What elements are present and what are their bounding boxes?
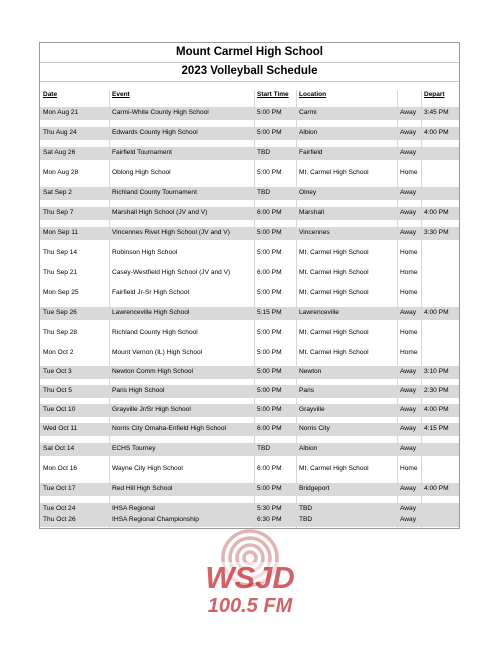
row-event: Casey-Westfield High School (JV and V) <box>112 269 231 276</box>
row-location: Albion <box>299 445 318 452</box>
row-location: Mt. Carmel High School <box>299 249 369 256</box>
row-depart: 4:00 PM <box>424 129 449 136</box>
row-location: Paris <box>299 387 315 394</box>
table-row <box>40 483 459 496</box>
row-date: Thu Oct 5 <box>43 387 72 394</box>
row-event: Newton Comm High School <box>112 368 193 375</box>
table-row <box>40 443 459 456</box>
row-location: Fairfield <box>299 149 323 156</box>
row-start-time: 5:00 PM <box>257 289 282 296</box>
column-header-location: Location <box>299 91 327 98</box>
row-depart: 4:00 PM <box>424 309 449 316</box>
logo-call-sign: WSJD <box>205 560 295 595</box>
title-divider <box>40 62 459 63</box>
row-start-time: TBD <box>257 445 271 452</box>
row-date: Tue Sep 26 <box>43 309 77 316</box>
row-date: Thu Sep 28 <box>43 329 78 336</box>
row-location: Newton <box>299 368 322 375</box>
row-date: Mon Aug 28 <box>43 169 79 176</box>
row-event: Fairfield Jr-Sr High School <box>112 289 189 296</box>
row-date: Mon Oct 16 <box>43 465 78 472</box>
row-date: Thu Sep 21 <box>43 269 78 276</box>
row-event: Robinson High School <box>112 249 178 256</box>
row-location: Lawrenceville <box>299 309 339 316</box>
row-home-away: Away <box>400 387 417 394</box>
column-header-depart: Depart <box>424 91 445 98</box>
column-header-start-time: Start Time <box>257 91 289 98</box>
row-start-time: 6:00 PM <box>257 465 282 472</box>
row-event: Wayne City High School <box>112 465 183 472</box>
row-location: TBD <box>299 516 313 523</box>
row-event: Fairfield Tournament <box>112 149 172 156</box>
row-date: Thu Sep 7 <box>43 209 74 216</box>
row-depart: 4:00 PM <box>424 485 449 492</box>
row-event: IHSA Regional <box>112 505 155 512</box>
row-start-time: 5:00 PM <box>257 329 282 336</box>
row-location: Mt. Carmel High School <box>299 329 369 336</box>
row-date: Thu Aug 24 <box>43 129 77 136</box>
table-row <box>40 127 459 140</box>
row-home-away: Away <box>400 368 417 375</box>
row-home-away: Home <box>400 465 418 472</box>
row-location: Mt. Carmel High School <box>299 289 369 296</box>
row-date: Sat Aug 26 <box>43 149 76 156</box>
row-location: Mt. Carmel High School <box>299 349 369 356</box>
row-event: Marshall High School (JV and V) <box>112 209 208 216</box>
row-home-away: Away <box>400 406 417 413</box>
row-start-time: 6:00 PM <box>257 269 282 276</box>
row-event: Mount Vernon (IL) High School <box>112 349 203 356</box>
row-start-time: 5:00 PM <box>257 109 282 116</box>
row-location: Bridgeport <box>299 485 330 492</box>
row-home-away: Away <box>400 189 417 196</box>
row-location: Albion <box>299 129 318 136</box>
row-start-time: 5:00 PM <box>257 485 282 492</box>
row-event: Richland County Tournament <box>112 189 197 196</box>
row-home-away: Home <box>400 249 418 256</box>
table-row <box>40 347 459 360</box>
row-date: Tue Oct 17 <box>43 485 76 492</box>
row-event: Edwards County High School <box>112 129 198 136</box>
row-event: Vincennes Rivet High School (JV and V) <box>112 229 230 236</box>
row-location: Mt. Carmel High School <box>299 169 369 176</box>
row-location: Norris City <box>299 425 330 432</box>
row-home-away: Away <box>400 505 417 512</box>
row-depart: 3:10 PM <box>424 368 449 375</box>
row-event: Norris City Omaha-Enfield High School <box>112 425 226 432</box>
row-event: Grayville Jr/Sr High School <box>112 406 191 413</box>
row-depart: 4:00 PM <box>424 209 449 216</box>
row-date: Tue Oct 24 <box>43 505 76 512</box>
row-home-away: Away <box>400 109 417 116</box>
table-row <box>40 385 459 398</box>
row-date: Thu Oct 26 <box>43 516 76 523</box>
row-start-time: 5:00 PM <box>257 129 282 136</box>
table-row <box>40 404 459 417</box>
schedule-title: 2023 Volleyball Schedule <box>181 65 318 77</box>
row-start-time: TBD <box>257 189 271 196</box>
row-date: Sat Oct 14 <box>43 445 75 452</box>
table-row <box>40 463 459 476</box>
table-row <box>40 167 459 180</box>
row-home-away: Home <box>400 349 418 356</box>
row-home-away: Away <box>400 149 417 156</box>
row-home-away: Away <box>400 209 417 216</box>
row-depart: 4:15 PM <box>424 425 449 432</box>
row-date: Mon Sep 11 <box>43 229 79 236</box>
row-event: Oblong High School <box>112 169 171 176</box>
row-home-away: Away <box>400 229 417 236</box>
row-start-time: 6:00 PM <box>257 425 282 432</box>
table-row <box>40 227 459 240</box>
school-title: Mount Carmel High School <box>176 46 323 58</box>
row-home-away: Away <box>400 425 417 432</box>
row-start-time: 5:00 PM <box>257 368 282 375</box>
column-header-date: Date <box>43 91 58 98</box>
row-start-time: 5:00 PM <box>257 249 282 256</box>
table-row <box>40 207 459 220</box>
title-bottom-divider <box>40 81 459 82</box>
logo-frequency: 100.5 FM <box>207 595 293 617</box>
row-start-time: 5:00 PM <box>257 229 282 236</box>
row-start-time: 5:00 PM <box>257 406 282 413</box>
row-home-away: Away <box>400 516 417 523</box>
row-home-away: Home <box>400 269 418 276</box>
row-date: Tue Oct 3 <box>43 368 72 375</box>
row-home-away: Home <box>400 169 418 176</box>
table-row <box>40 107 459 120</box>
table-row <box>40 287 459 300</box>
row-home-away: Away <box>400 485 417 492</box>
schedule-sheet <box>39 42 460 529</box>
row-location: Vincennes <box>299 229 330 236</box>
row-event: Richland County High School <box>112 329 198 336</box>
row-home-away: Away <box>400 309 417 316</box>
row-event: Lawrenceville High School <box>112 309 190 316</box>
row-date: Thu Sep 14 <box>43 249 78 256</box>
row-date: Sat Sep 2 <box>43 189 72 196</box>
row-event: Paris High School <box>112 387 165 394</box>
row-date: Mon Aug 21 <box>43 109 79 116</box>
row-start-time: 6:30 PM <box>257 516 282 523</box>
row-start-time: TBD <box>257 149 271 156</box>
row-location: TBD <box>299 505 313 512</box>
table-row <box>40 366 459 379</box>
row-home-away: Home <box>400 329 418 336</box>
row-event: ECHS Tourney <box>112 445 156 452</box>
row-date: Wed Oct 11 <box>43 425 78 432</box>
row-date: Mon Oct 2 <box>43 349 74 356</box>
row-event: IHSA Regional Championship <box>112 516 199 523</box>
row-depart: 2:30 PM <box>424 387 449 394</box>
row-date: Mon Sep 25 <box>43 289 79 296</box>
table-row <box>40 147 459 160</box>
row-date: Tue Oct 10 <box>43 406 76 413</box>
table-row <box>40 267 459 280</box>
row-start-time: 5:00 PM <box>257 349 282 356</box>
wsjd-logo <box>178 528 322 624</box>
column-header-event: Event <box>112 91 130 98</box>
row-location: Mt. Carmel High School <box>299 269 369 276</box>
table-row <box>40 187 459 200</box>
table-row <box>40 514 459 527</box>
row-start-time: 5:15 PM <box>257 309 282 316</box>
row-start-time: 5:00 PM <box>257 169 282 176</box>
row-location: Mt. Carmel High School <box>299 465 369 472</box>
row-depart: 4:00 PM <box>424 406 449 413</box>
row-start-time: 5:30 PM <box>257 505 282 512</box>
row-event: Carmi-White County High School <box>112 109 209 116</box>
table-row <box>40 307 459 320</box>
row-home-away: Home <box>400 289 418 296</box>
table-row <box>40 327 459 340</box>
row-start-time: 5:00 PM <box>257 387 282 394</box>
row-home-away: Away <box>400 445 417 452</box>
row-depart: 3:30 PM <box>424 229 449 236</box>
table-row <box>40 423 459 436</box>
row-location: Carmi <box>299 109 317 116</box>
row-event: Red Hill High School <box>112 485 173 492</box>
row-start-time: 6:00 PM <box>257 209 282 216</box>
row-home-away: Away <box>400 129 417 136</box>
row-location: Olney <box>299 189 317 196</box>
row-location: Grayville <box>299 406 325 413</box>
row-depart: 3:45 PM <box>424 109 449 116</box>
row-location: Marshall <box>299 209 324 216</box>
table-row <box>40 247 459 260</box>
